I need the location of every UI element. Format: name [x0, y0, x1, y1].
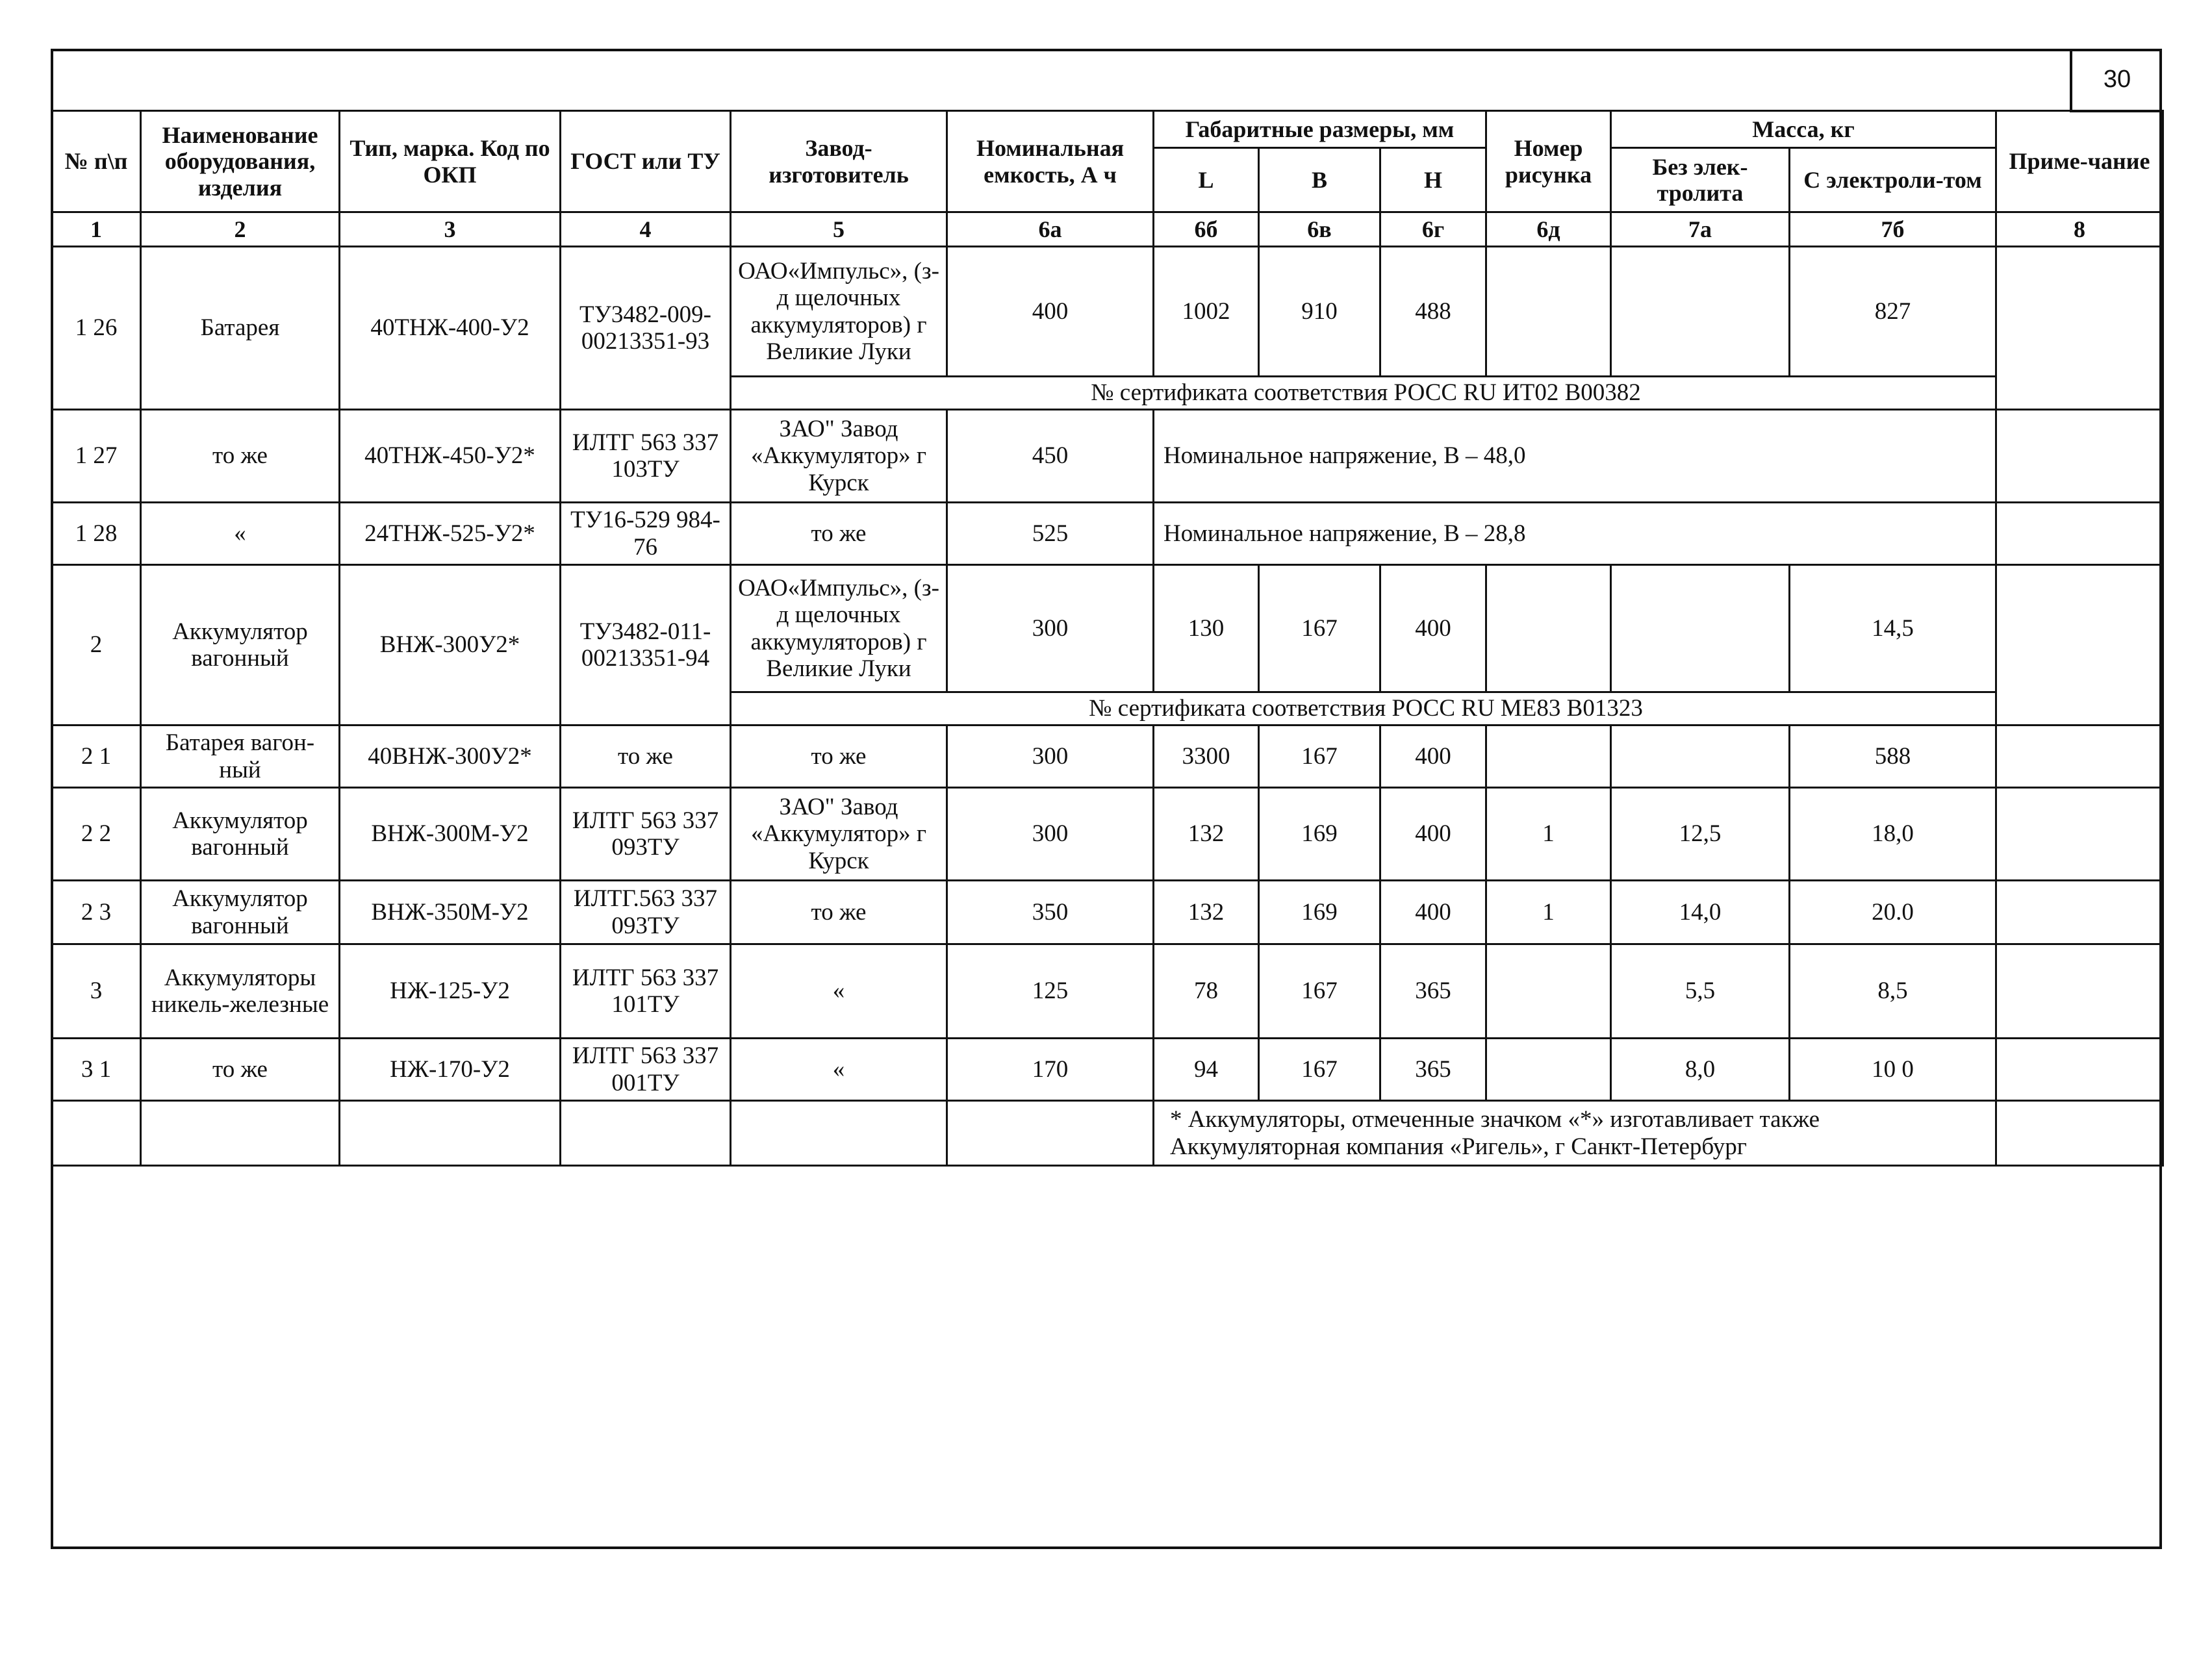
row-note	[1996, 788, 2163, 881]
header-num: № п\п	[52, 111, 141, 212]
row-note	[1996, 881, 2163, 944]
row-dim-h: 400	[1380, 788, 1486, 881]
row-figure: 1	[1486, 788, 1611, 881]
row-name: то же	[141, 1039, 340, 1101]
row-dim-h: 400	[1380, 881, 1486, 944]
row-num: 2 3	[52, 881, 141, 944]
col-number: 6г	[1380, 212, 1486, 247]
row-mass-with: 20.0	[1790, 881, 1996, 944]
row-mass-with: 18,0	[1790, 788, 1996, 881]
row-plant: ОАО«Импульс», (з-д щелочных аккумуляторов) г Великие Луки	[731, 565, 947, 692]
row-name: Аккумулятор вагонный	[141, 565, 340, 726]
table-row	[52, 881, 2163, 944]
header-gost: ГОСТ или ТУ	[561, 111, 731, 212]
row-dim-l: 3300	[1154, 726, 1259, 788]
empty-cell	[1996, 1101, 2163, 1166]
row-dim-b: 910	[1259, 247, 1380, 377]
row-mass-with: 8,5	[1790, 944, 1996, 1039]
col-number: 6в	[1259, 212, 1380, 247]
row-dim-b: 169	[1259, 881, 1380, 944]
row-note	[1996, 410, 2163, 503]
row-capacity: 400	[947, 247, 1154, 377]
row-dim-h: 488	[1380, 247, 1486, 377]
row-type: ВНЖ-300У2*	[340, 565, 561, 726]
row-plant: то же	[731, 726, 947, 788]
header-type: Тип, марка. Код по ОКП	[340, 111, 561, 212]
table-row	[52, 726, 2163, 788]
row-capacity: 300	[947, 788, 1154, 881]
row-plant: ЗАО" Завод «Аккумулятор» г Курск	[731, 410, 947, 503]
row-plant: ОАО«Импульс», (з-д щелочных аккумуляторов) г Великие Луки	[731, 247, 947, 377]
empty-cell	[947, 1101, 1154, 1166]
row-capacity: 300	[947, 726, 1154, 788]
col-number: 7а	[1611, 212, 1790, 247]
row-type: ВНЖ-350М-У2	[340, 881, 561, 944]
nominal-voltage-text: Номинальное напряжение, В – 48,0	[1154, 410, 1996, 503]
header-note: Приме-чание	[1996, 111, 2163, 212]
row-num: 1 28	[52, 503, 141, 565]
col-number: 6д	[1486, 212, 1611, 247]
row-dim-l: 132	[1154, 788, 1259, 881]
page-number: 30	[2070, 49, 2162, 112]
footnote-row	[52, 1101, 2163, 1166]
row-name: Аккумуляторы никель-железные	[141, 944, 340, 1039]
row-type: ВНЖ-300М-У2	[340, 788, 561, 881]
row-gost: ТУ3482-011-00213351-94	[561, 565, 731, 726]
footnote-text: * Аккумуляторы, отмеченные значком «*» изготавливает также Аккумуляторная компания «Ригель», г Санкт-Петербург	[1154, 1101, 1996, 1166]
row-plant: то же	[731, 881, 947, 944]
row-name: то же	[141, 410, 340, 503]
row-figure	[1486, 726, 1611, 788]
row-note	[1996, 503, 2163, 565]
empty-cell	[731, 1101, 947, 1166]
row-name: «	[141, 503, 340, 565]
equipment-spec-table	[51, 110, 2164, 1167]
row-num: 2 1	[52, 726, 141, 788]
row-dim-l: 130	[1154, 565, 1259, 692]
row-plant: то же	[731, 503, 947, 565]
nominal-voltage-text: Номинальное напряжение, В – 28,8	[1154, 503, 1996, 565]
row-num: 2 2	[52, 788, 141, 881]
header-mass-with: С электроли-том	[1790, 148, 1996, 212]
row-mass-without	[1611, 565, 1790, 692]
table-row	[52, 247, 2163, 377]
row-gost: ТУ16-529 984-76	[561, 503, 731, 565]
row-note	[1996, 247, 2163, 410]
row-num: 3	[52, 944, 141, 1039]
row-mass-without: 8,0	[1611, 1039, 1790, 1101]
table-row	[52, 944, 2163, 1039]
row-plant: «	[731, 944, 947, 1039]
row-gost: ИЛТГ 563 337 103ТУ	[561, 410, 731, 503]
header-mass: Масса, кг	[1611, 111, 1996, 148]
row-gost: ТУ3482-009-00213351-93	[561, 247, 731, 410]
certificate-text: № сертификата соответствия РОСС RU ИТ02 В00382	[731, 377, 1996, 410]
row-name: Аккумулятор вагонный	[141, 881, 340, 944]
col-number: 5	[731, 212, 947, 247]
row-num: 2	[52, 565, 141, 726]
row-mass-without: 12,5	[1611, 788, 1790, 881]
row-type: 40ТНЖ-450-У2*	[340, 410, 561, 503]
row-capacity: 525	[947, 503, 1154, 565]
row-mass-with: 588	[1790, 726, 1996, 788]
row-gost: то же	[561, 726, 731, 788]
certificate-text: № сертификата соответствия РОСС RU МЕ83 В01323	[731, 692, 1996, 726]
row-gost: ИЛТГ 563 337 093ТУ	[561, 788, 731, 881]
row-dim-b: 167	[1259, 726, 1380, 788]
header-dim-l: L	[1154, 148, 1259, 212]
row-type: НЖ-170-У2	[340, 1039, 561, 1101]
row-note	[1996, 726, 2163, 788]
row-dim-h: 365	[1380, 1039, 1486, 1101]
empty-cell	[340, 1101, 561, 1166]
row-dim-h: 400	[1380, 726, 1486, 788]
row-note	[1996, 944, 2163, 1039]
row-mass-without	[1611, 247, 1790, 377]
header-dim-b: B	[1259, 148, 1380, 212]
row-dim-l: 1002	[1154, 247, 1259, 377]
row-plant: ЗАО" Завод «Аккумулятор» г Курск	[731, 788, 947, 881]
row-capacity: 300	[947, 565, 1154, 692]
row-capacity: 170	[947, 1039, 1154, 1101]
header-figure: Номер рисунка	[1486, 111, 1611, 212]
col-number: 4	[561, 212, 731, 247]
col-number: 3	[340, 212, 561, 247]
row-mass-without	[1611, 726, 1790, 788]
row-dim-b: 169	[1259, 788, 1380, 881]
row-capacity: 350	[947, 881, 1154, 944]
col-number: 6б	[1154, 212, 1259, 247]
row-capacity: 125	[947, 944, 1154, 1039]
empty-cell	[561, 1101, 731, 1166]
row-gost: ИЛТГ 563 337 001ТУ	[561, 1039, 731, 1101]
row-figure	[1486, 1039, 1611, 1101]
row-name: Батарея	[141, 247, 340, 410]
row-gost: ИЛТГ 563 337 101ТУ	[561, 944, 731, 1039]
row-mass-without: 5,5	[1611, 944, 1790, 1039]
row-dim-l: 78	[1154, 944, 1259, 1039]
col-number: 7б	[1790, 212, 1996, 247]
row-name: Аккумулятор вагонный	[141, 788, 340, 881]
row-type: 40ВНЖ-300У2*	[340, 726, 561, 788]
row-dim-b: 167	[1259, 944, 1380, 1039]
row-mass-without: 14,0	[1611, 881, 1790, 944]
row-note	[1996, 1039, 2163, 1101]
col-number: 6а	[947, 212, 1154, 247]
row-type: 24ТНЖ-525-У2*	[340, 503, 561, 565]
header-dimensions: Габаритные размеры, мм	[1154, 111, 1486, 148]
row-dim-h: 400	[1380, 565, 1486, 692]
row-num: 1 26	[52, 247, 141, 410]
row-dim-b: 167	[1259, 565, 1380, 692]
row-mass-with: 827	[1790, 247, 1996, 377]
col-number: 2	[141, 212, 340, 247]
table-row	[52, 565, 2163, 692]
row-figure	[1486, 247, 1611, 377]
col-number: 1	[52, 212, 141, 247]
row-capacity: 450	[947, 410, 1154, 503]
row-dim-l: 132	[1154, 881, 1259, 944]
row-num: 3 1	[52, 1039, 141, 1101]
col-number: 8	[1996, 212, 2163, 247]
header-capacity: Номинальная емкость, А ч	[947, 111, 1154, 212]
table-row	[52, 1039, 2163, 1101]
row-figure	[1486, 944, 1611, 1039]
row-mass-with: 10 0	[1790, 1039, 1996, 1101]
row-figure: 1	[1486, 881, 1611, 944]
row-dim-h: 365	[1380, 944, 1486, 1039]
row-mass-with: 14,5	[1790, 565, 1996, 692]
table-row	[52, 788, 2163, 881]
header-name: Наименование оборудования, изделия	[141, 111, 340, 212]
row-type: НЖ-125-У2	[340, 944, 561, 1039]
header-dim-h: H	[1380, 148, 1486, 212]
row-note	[1996, 565, 2163, 726]
row-dim-l: 94	[1154, 1039, 1259, 1101]
row-plant: «	[731, 1039, 947, 1101]
header-mass-without: Без элек-тролита	[1611, 148, 1790, 212]
row-dim-b: 167	[1259, 1039, 1380, 1101]
row-figure	[1486, 565, 1611, 692]
row-gost: ИЛТГ.563 337 093ТУ	[561, 881, 731, 944]
table-row	[52, 410, 2163, 503]
row-type: 40ТНЖ-400-У2	[340, 247, 561, 410]
header-plant: Завод-изготовитель	[731, 111, 947, 212]
empty-cell	[52, 1101, 141, 1166]
empty-cell	[141, 1101, 340, 1166]
table-row	[52, 503, 2163, 565]
row-name: Батарея вагон-ный	[141, 726, 340, 788]
row-num: 1 27	[52, 410, 141, 503]
